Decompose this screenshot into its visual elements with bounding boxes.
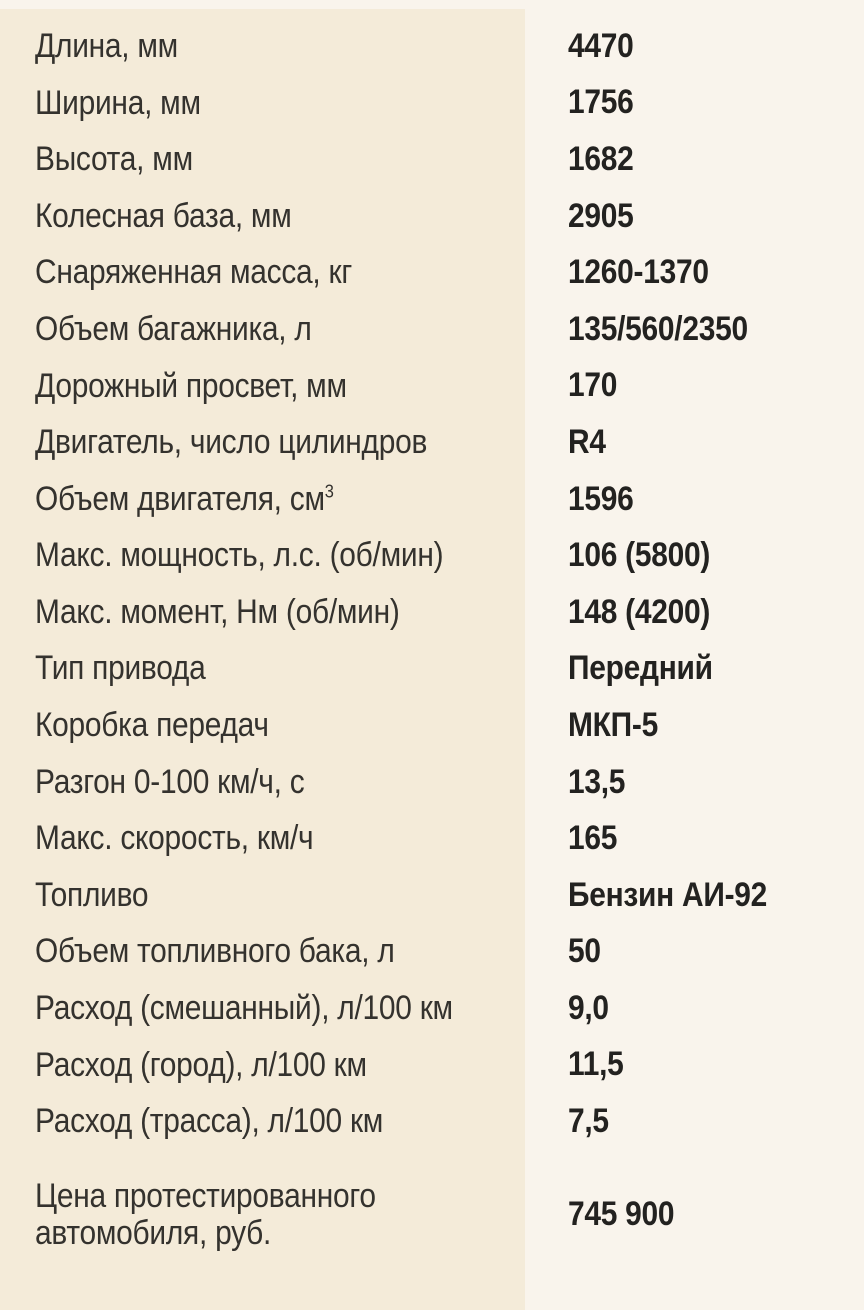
spec-label: Объем двигателя, $см^3$ bbox=[35, 479, 334, 518]
spec-value: Бензин АИ-92 bbox=[568, 875, 768, 914]
spec-row bbox=[35, 810, 864, 867]
spec-row bbox=[35, 1178, 864, 1251]
spec-value: 9,0 bbox=[568, 988, 609, 1027]
spec-value: 1596 bbox=[568, 479, 634, 518]
spec-label: Разгон 0-100 км/ч, с bbox=[35, 762, 305, 801]
spec-row bbox=[35, 697, 864, 754]
spec-row bbox=[35, 980, 864, 1037]
spec-value: 11,5 bbox=[568, 1045, 624, 1084]
spec-label: Расход (трасса), л/100 км bbox=[35, 1102, 384, 1141]
spec-label: Тип привода bbox=[35, 649, 206, 688]
spec-label: Длина, мм bbox=[35, 26, 178, 65]
spec-label: Расход (город), л/100 км bbox=[35, 1045, 367, 1084]
spec-label: Объем багажника, л bbox=[35, 309, 312, 348]
spec-label: Снаряженная масса, кг bbox=[35, 253, 352, 292]
spec-value: МКП-5 bbox=[568, 705, 658, 744]
spec-row bbox=[35, 301, 864, 358]
spec-value: R4 bbox=[568, 422, 606, 461]
spec-row bbox=[35, 1093, 864, 1150]
spec-row bbox=[35, 867, 864, 924]
spec-label: Макс. скорость, км/ч bbox=[35, 819, 314, 858]
spec-label: Двигатель, число цилиндров bbox=[35, 423, 428, 462]
spec-label: Ширина, мм bbox=[35, 83, 201, 122]
spec-value: 135/560/2350 bbox=[568, 309, 748, 348]
spec-row bbox=[35, 471, 864, 528]
spec-row bbox=[35, 18, 864, 75]
spec-row bbox=[35, 1037, 864, 1094]
spec-value: 50 bbox=[568, 932, 601, 971]
spec-label: Объем топливного бака, л bbox=[35, 932, 395, 971]
spec-value: Передний bbox=[568, 649, 713, 688]
spec-value: 745 900 bbox=[568, 1195, 675, 1234]
spec-value: 106 (5800) bbox=[568, 536, 711, 575]
spec-value: 7,5 bbox=[568, 1102, 609, 1141]
spec-row bbox=[35, 754, 864, 811]
spec-row bbox=[35, 924, 864, 981]
spec-row bbox=[35, 584, 864, 641]
spec-value: 13,5 bbox=[568, 762, 626, 801]
spec-value: 4470 bbox=[568, 26, 634, 65]
spec-label: Дорожный просвет, мм bbox=[35, 366, 347, 405]
spec-row bbox=[35, 414, 864, 471]
spec-row bbox=[35, 131, 864, 188]
spec-value: 2905 bbox=[568, 196, 634, 235]
spec-row bbox=[35, 244, 864, 301]
spec-value: 1260-1370 bbox=[568, 253, 709, 292]
spec-row bbox=[35, 527, 864, 584]
spec-label: Макс. момент, Нм (об/мин) bbox=[35, 592, 400, 631]
spec-row bbox=[35, 188, 864, 245]
spec-label: Коробка передач bbox=[35, 706, 269, 745]
spec-row bbox=[35, 641, 864, 698]
spec-label: Макс. мощность, л.с. (об/мин) bbox=[35, 536, 444, 575]
spec-label: Топливо bbox=[35, 875, 149, 914]
spec-label: Высота, мм bbox=[35, 140, 193, 179]
spec-row bbox=[35, 75, 864, 132]
spec-label: Цена протестированного автомобиля, руб. bbox=[35, 1176, 376, 1252]
spec-row bbox=[35, 358, 864, 415]
spec-value: 170 bbox=[568, 366, 618, 405]
spec-value: 1756 bbox=[568, 83, 634, 122]
spec-value: 148 (4200) bbox=[568, 592, 711, 631]
spec-label: Колесная база, мм bbox=[35, 196, 292, 235]
spec-value: 1682 bbox=[568, 139, 634, 178]
spec-value: 165 bbox=[568, 819, 618, 858]
spec-label: Расход (смешанный), л/100 км bbox=[35, 989, 453, 1028]
